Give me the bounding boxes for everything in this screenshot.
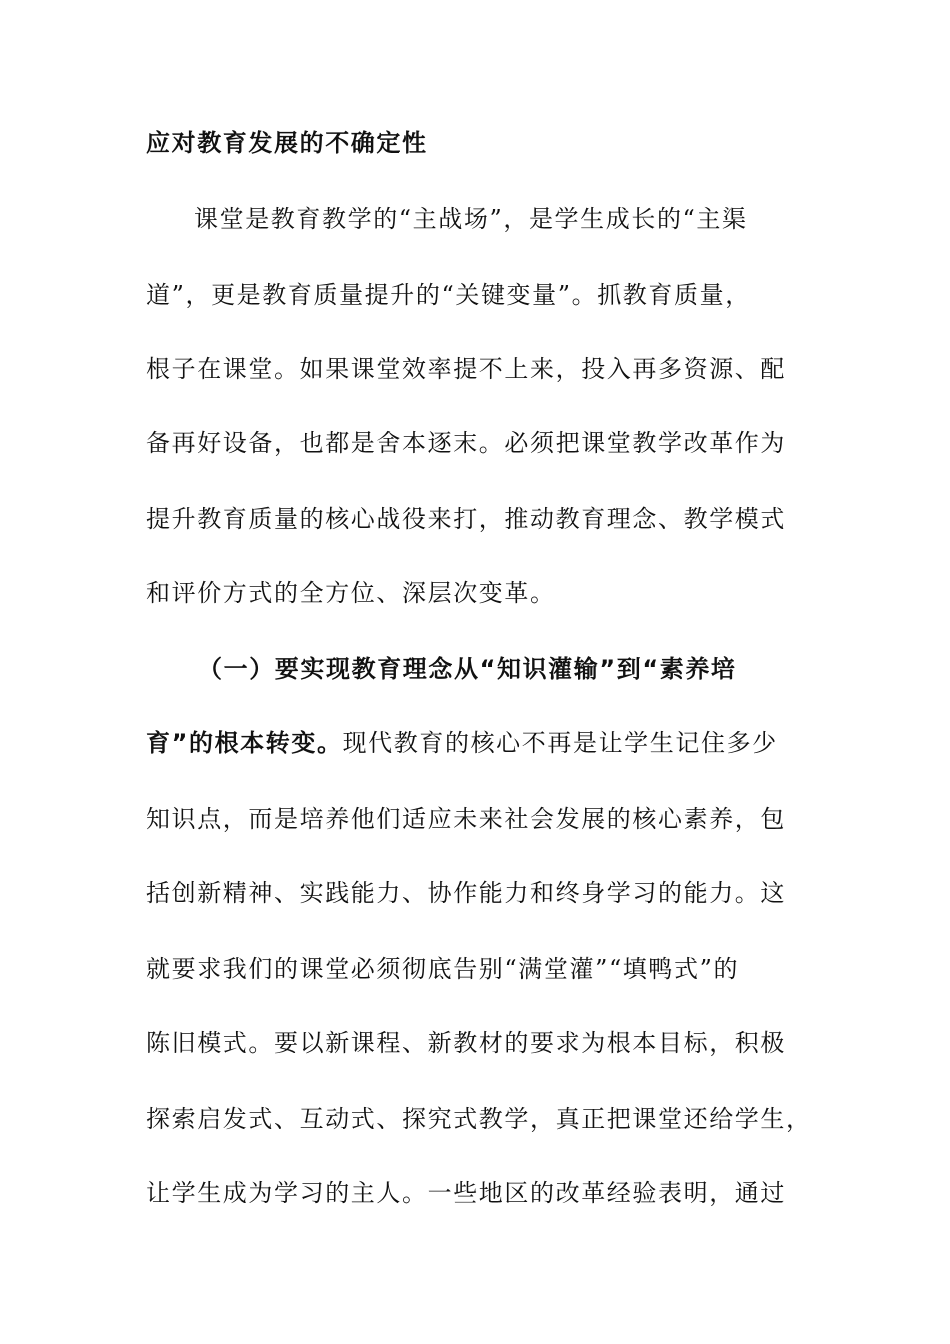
paragraph-line: 备再好设备，也都是舍本逐末。必须把课堂教学改革作为 [146,429,786,457]
section-heading-continued: 应对教育发展的不确定性 [146,129,428,157]
paragraph-line: 知识点，而是培养他们适应未来社会发展的核心素养，包 [146,805,786,833]
paragraph-line: 让学生成为学习的主人。一些地区的改革经验表明，通过 [146,1179,786,1207]
paragraph-line: 课堂是教育教学的“主战场”，是学生成长的“主渠 [194,205,748,233]
paragraph-line: 括创新精神、实践能力、协作能力和终身学习的能力。这 [146,879,786,907]
paragraph-line: 提升教育质量的核心战役来打，推动教育理念、教学模式 [146,505,786,533]
paragraph-line: 陈旧模式。要以新课程、新教材的要求为根本目标，积极 [146,1029,786,1057]
paragraph-line: 道”，更是教育质量提升的“关键变量”。抓教育质量， [146,281,751,309]
paragraph-text: 现代教育的核心不再是让学生记住多少 [342,729,778,757]
paragraph-line: 探索启发式、互动式、探究式教学，真正把课堂还给学生， [146,1105,812,1133]
paragraph-line-mixed [146,728,806,758]
paragraph-line: 和评价方式的全方位、深层次变革。 [146,579,556,607]
paragraph-line: 就要求我们的课堂必须彻底告别“满堂灌”“填鸭式”的 [146,955,740,983]
subheading-line: （一）要实现教育理念从“知识灌输”到“素养培 [198,655,737,683]
subheading-tail: 育”的根本转变。 [146,729,343,757]
paragraph-line: 根子在课堂。如果课堂效率提不上来，投入再多资源、配 [146,355,786,383]
